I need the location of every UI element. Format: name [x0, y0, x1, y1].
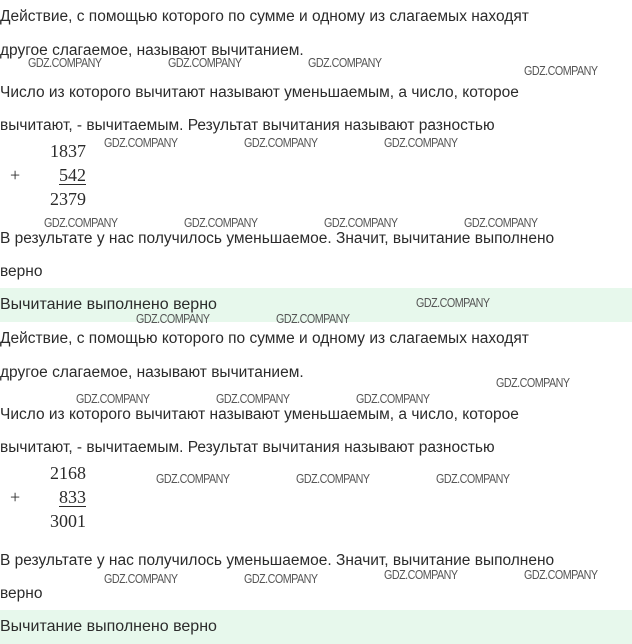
watermark: GDZ.COMPANY	[416, 296, 490, 310]
watermark: GDZ.COMPANY	[44, 216, 118, 230]
watermark: GDZ.COMPANY	[184, 216, 258, 230]
watermark: GDZ.COMPANY	[156, 472, 230, 486]
watermark: GDZ.COMPANY	[308, 56, 382, 70]
calc-middle-number: 542	[59, 165, 86, 185]
watermark: GDZ.COMPANY	[216, 392, 290, 406]
watermark: GDZ.COMPANY	[384, 568, 458, 582]
intro-line-1: Действие, с помощью которого по сумме и одному из слагаемых находят	[0, 330, 529, 347]
calc-result-number: 3001	[50, 511, 86, 531]
terms-line-2: вычитают, - вычитаемым. Результат вычитания называют разностью	[0, 117, 495, 134]
watermark: GDZ.COMPANY	[168, 56, 242, 70]
result-line-2: верно	[0, 585, 43, 602]
terms-line-1: Число из которого вычитают называют уменьшаемым, а число, которое	[0, 84, 519, 101]
answer-box-2	[0, 610, 632, 644]
result-line-1: В результате у нас получилось уменьшаемое. Значит, вычитание выполнено	[0, 230, 555, 247]
watermark: GDZ.COMPANY	[524, 568, 598, 582]
watermark: GDZ.COMPANY	[496, 376, 570, 390]
watermark: GDZ.COMPANY	[524, 64, 598, 78]
calc-top-number: 1837	[50, 141, 86, 161]
watermark: GDZ.COMPANY	[76, 392, 150, 406]
watermark: GDZ.COMPANY	[276, 312, 350, 326]
terms-line-2: вычитают, - вычитаемым. Результат вычитания называют разностью	[0, 439, 495, 456]
calc-middle-number: 833	[59, 487, 86, 507]
intro-line-2: другое слагаемое, называют вычитанием.	[0, 364, 304, 381]
watermark: GDZ.COMPANY	[356, 392, 430, 406]
calc-top-number: 2168	[50, 463, 86, 483]
result-line-1: В результате у нас получилось уменьшаемое. Значит, вычитание выполнено	[0, 552, 555, 569]
plus-sign: +	[10, 487, 21, 507]
plus-sign: +	[10, 165, 21, 185]
intro-line-1: Действие, с помощью которого по сумме и одному из слагаемых находят	[0, 8, 529, 25]
watermark: GDZ.COMPANY	[104, 136, 178, 150]
watermark: GDZ.COMPANY	[104, 572, 178, 586]
intro-line-2: другое слагаемое, называют вычитанием.	[0, 42, 304, 59]
watermark: GDZ.COMPANY	[28, 56, 102, 70]
answer-text: Вычитание выполнено верно	[0, 618, 217, 635]
watermark: GDZ.COMPANY	[136, 312, 210, 326]
watermark: GDZ.COMPANY	[384, 136, 458, 150]
terms-line-1: Число из которого вычитают называют уменьшаемым, а число, которое	[0, 406, 519, 423]
result-line-2: верно	[0, 263, 43, 280]
watermark: GDZ.COMPANY	[324, 216, 398, 230]
watermark: GDZ.COMPANY	[244, 136, 318, 150]
calc-result-number: 2379	[50, 189, 86, 209]
watermark: GDZ.COMPANY	[296, 472, 370, 486]
answer-text: Вычитание выполнено верно	[0, 296, 217, 313]
watermark: GDZ.COMPANY	[464, 216, 538, 230]
watermark: GDZ.COMPANY	[436, 472, 510, 486]
watermark: GDZ.COMPANY	[244, 572, 318, 586]
